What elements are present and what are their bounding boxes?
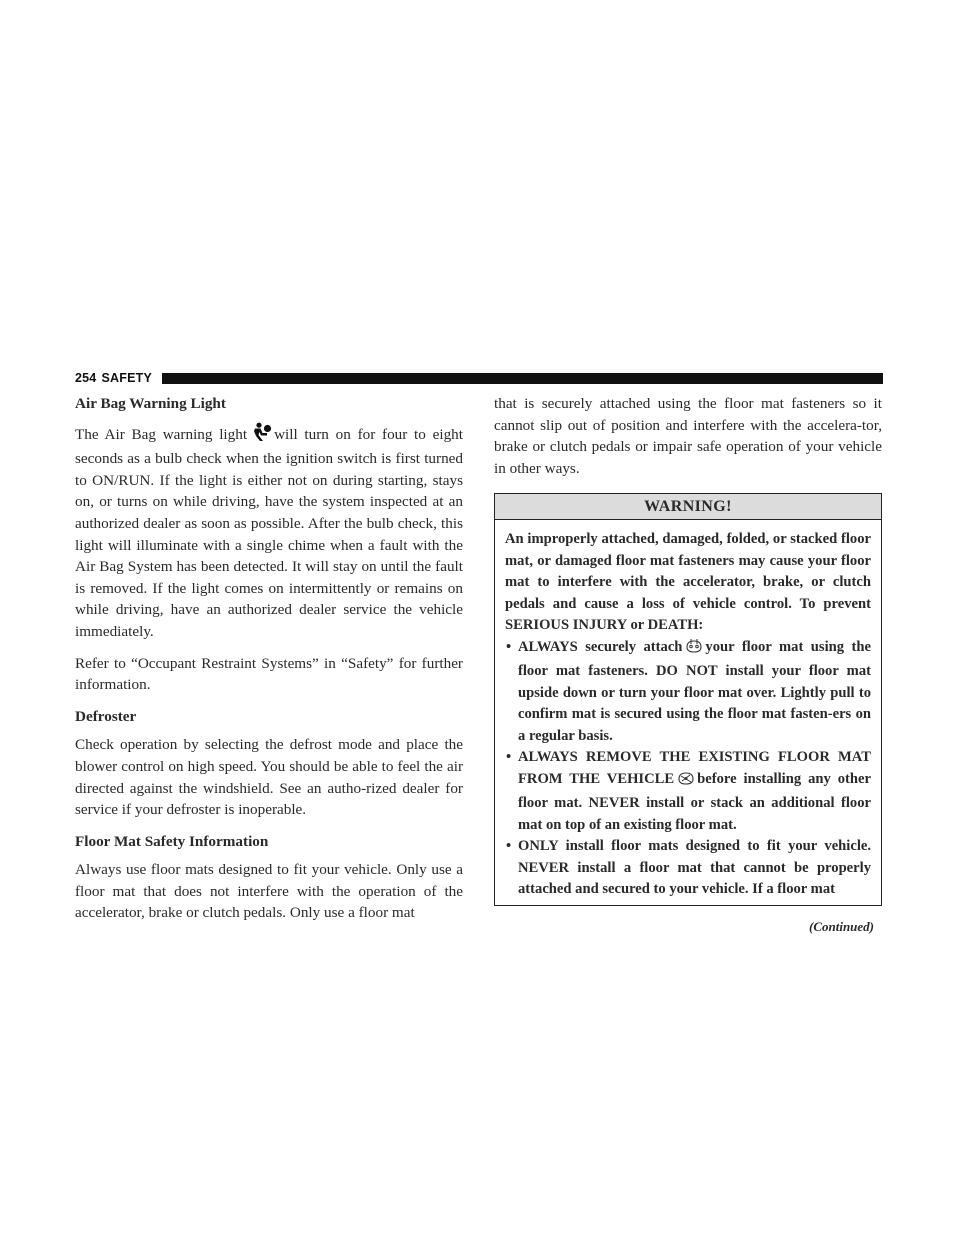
floor-mat-continuation: that is securely attached using the floor mat fasteners so it cannot slip out of position and interfere with the accelera-tor, brake or clutch pedals or impair safe operation of your vehicle in other ways. xyxy=(494,395,882,477)
bullet-attach-lead: ALWAYS securely attach xyxy=(518,638,683,655)
floor-mat-remove-icon xyxy=(677,770,695,794)
bullet-attach-rest: your floor mat using the floor mat fasteners. DO NOT install your floor mat upside down or turn your floor mat over. Lightly pull to confirm mat is secured using the floor mat fasten-ers on a regular basis. xyxy=(518,638,871,744)
floor-mat-paragraph: Always use floor mats designed to fit your vehicle. Only use a floor mat that does not interfere with the operation of the accelerator, brake or clutch pedals. Only use a floor mat xyxy=(75,861,463,922)
left-column xyxy=(75,393,463,934)
bullet-remove-rest: before installing any other floor mat. NEVER install or stack an additional floor mat on top of an existing floor mat. xyxy=(518,770,871,833)
airbag-warning-heading: Air Bag Warning Light xyxy=(75,395,226,412)
page-number: 254 xyxy=(75,371,97,385)
bullet-remove-lead: ALWAYS REMOVE THE EXISTING FLOOR MAT FROM THE VEHICLE xyxy=(518,749,871,787)
header-rule xyxy=(162,373,883,384)
continued-label: (Continued) xyxy=(808,918,874,934)
warning-title: WARNING! xyxy=(495,494,881,520)
right-column xyxy=(494,393,882,937)
airbag-text-lead: The Air Bag warning light xyxy=(75,425,248,443)
warning-bullet-remove xyxy=(505,747,871,836)
airbag-reference-paragraph: Refer to “Occupant Restraint Systems” in “Safety” for further information. xyxy=(75,654,463,694)
defroster-paragraph: Check operation by selecting the defrost mode and place the blower control on high speed. You should be able to feel the air directed against the windshield. See an autho-rized dealer for service if your defroster is inoperable. xyxy=(75,736,463,819)
warning-list xyxy=(505,637,871,901)
floor-mat-attach-icon xyxy=(685,638,703,662)
section-title: SAFETY xyxy=(101,371,152,385)
warning-bullet-attach xyxy=(505,637,871,748)
airbag-text-rest: will turn on for four to eight seconds as a bulb check when the ignition switch is first turned to ON/RUN. If the light is either not on during starting, stays on, or turns on while driving, have the system inspected at an authorized dealer as soon as possible. After the bulb check, this light will illuminate with a single chime when a fault with the Air Bag System has been detected. It will stay on until the fault is removed. If the light comes on intermittently or remains on while driving, have an authorized dealer service the vehicle immediately. xyxy=(75,425,463,640)
floor-mat-heading: Floor Mat Safety Information xyxy=(75,832,269,850)
warning-bullet-only: • ONLY install floor mats designed to fit your vehicle. NEVER install a floor mat that cannot be properly attached and secured to your vehicle. If a floor mat xyxy=(505,836,871,901)
warning-box xyxy=(494,493,882,906)
defroster-heading: Defroster xyxy=(75,707,137,725)
airbag-warning-paragraph xyxy=(75,422,463,643)
page-header xyxy=(75,370,883,386)
warning-body xyxy=(495,520,881,905)
airbag-warning-icon xyxy=(250,422,272,449)
warning-intro: An improperly attached, damaged, folded, or stacked floor mat, or damaged floor mat fasteners may cause your floor mat to interfere with the accelerator, brake, or clutch pedals and cause a loss of vehicle control. To prevent SERIOUS INJURY or DEATH: xyxy=(505,531,871,634)
